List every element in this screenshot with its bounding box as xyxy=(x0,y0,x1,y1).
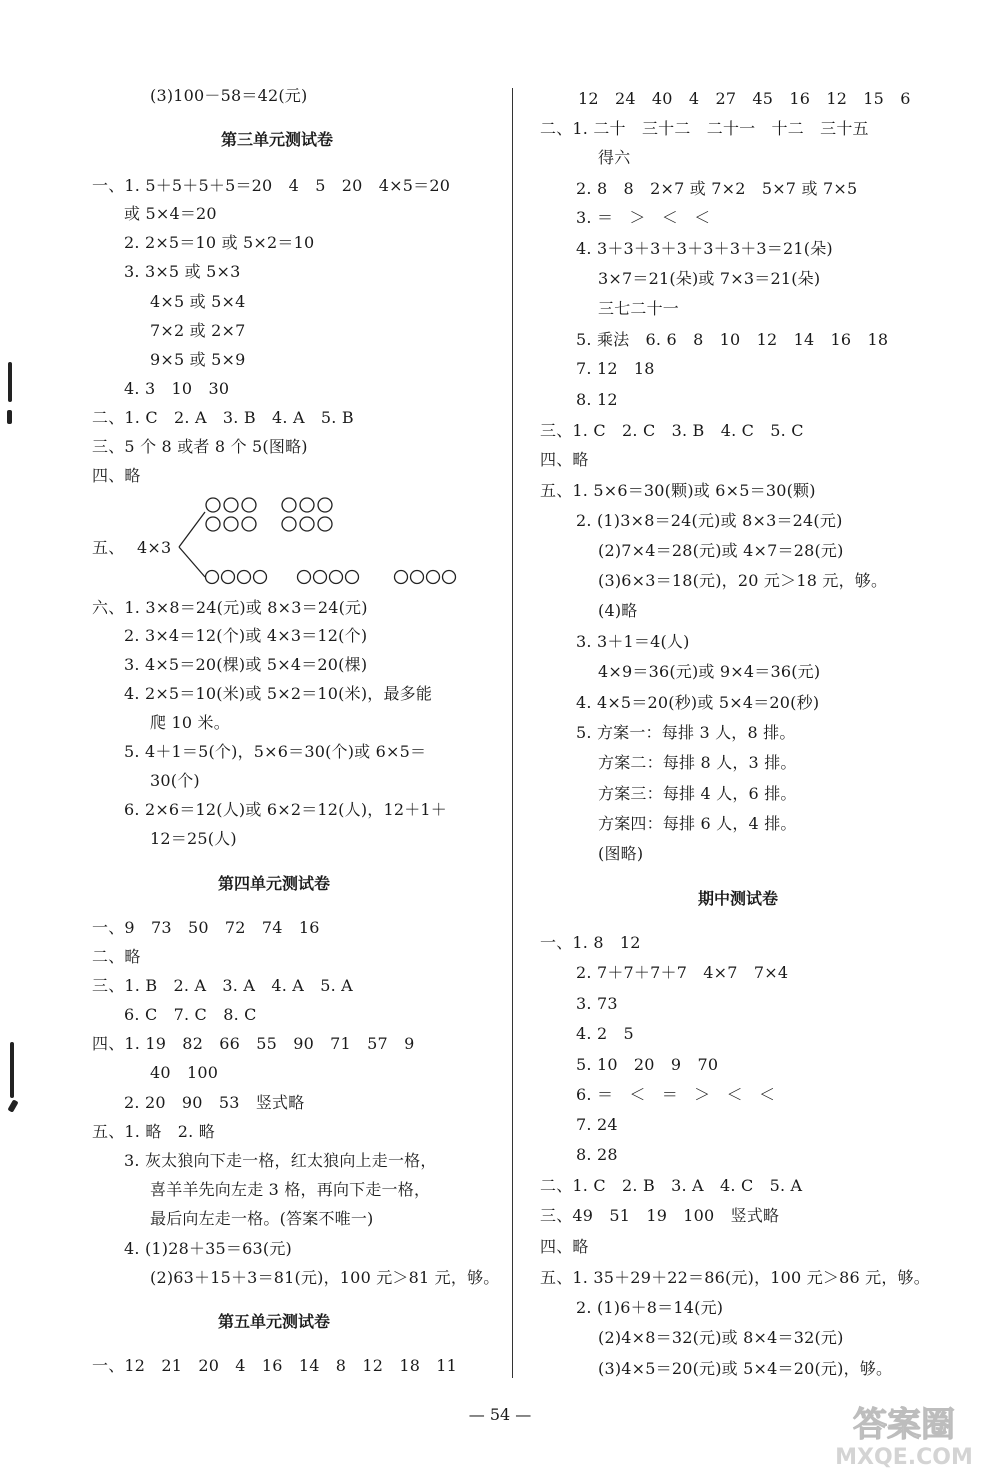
answer-line: 4. 3 10 30 xyxy=(124,379,230,398)
grouping-diagram xyxy=(175,492,475,592)
scan-smudge xyxy=(7,410,12,424)
answer-line: 4. 2 5 xyxy=(576,1024,634,1043)
answer-line: 得六 xyxy=(598,148,631,167)
answer-line: 2. (1)6＋8＝14(元) xyxy=(576,1298,724,1317)
answer-line: 4×9＝36(元)或 9×4＝36(元) xyxy=(598,662,821,681)
answer-line: 三、1. C 2. C 3. B 4. C 5. C xyxy=(540,421,804,440)
answer-line: 12＝25(人) xyxy=(150,829,237,848)
answer-line: 4. 3＋3＋3＋3＋3＋3＋3＝21(朵) xyxy=(576,239,833,258)
answer-line: 5. 10 20 9 70 xyxy=(576,1055,719,1074)
column-divider xyxy=(512,88,513,1378)
circle-group xyxy=(206,498,256,531)
answer-line: (图略) xyxy=(598,844,644,863)
answer-line: 五、1. 略 2. 略 xyxy=(92,1122,215,1141)
answer-line: 最后向左走一格。(答案不唯一) xyxy=(150,1209,374,1228)
answer-line: 30(个) xyxy=(150,771,200,790)
answer-line: 二、1. C 2. A 3. B 4. A 5. B xyxy=(92,408,354,427)
answer-line: 4. 4×5＝20(秒)或 5×4＝20(秒) xyxy=(576,693,820,712)
answer-line: 12 24 40 4 27 45 16 12 15 6 xyxy=(578,89,911,108)
answer-line: 3×7＝21(朵)或 7×3＝21(朵) xyxy=(598,269,821,288)
answer-line: 4. (1)28＋35＝63(元) xyxy=(124,1239,292,1258)
answer-line: (3)100－58＝42(元) xyxy=(150,86,308,105)
answer-line: 四、略 xyxy=(92,466,141,485)
circle-group xyxy=(206,571,267,584)
answer-line: 2. 7＋7＋7＋7 4×7 7×4 xyxy=(576,963,789,982)
answer-line: 3. 4×5＝20(棵)或 5×4＝20(棵) xyxy=(124,655,368,674)
answer-line: 7×2 或 2×7 xyxy=(150,321,246,340)
answer-line: (3)4×5＝20(元)或 5×4＝20(元)，够。 xyxy=(598,1359,893,1378)
answer-line: (2)7×4＝28(元)或 4×7＝28(元) xyxy=(598,541,844,560)
section-heading-midterm: 期中测试卷 xyxy=(698,889,779,908)
answer-line: 3. ＝ ＞ ＜ ＜ xyxy=(576,208,711,227)
answer-line: 一、1. 5＋5＋5＋5＝20 4 5 20 4×5＝20 xyxy=(92,176,451,195)
branch-line xyxy=(179,512,205,547)
circle-group xyxy=(395,571,456,584)
answer-line: (2)63＋15＋3＝81(元)，100 元＞81 元，够。 xyxy=(150,1268,500,1287)
answer-line: 方案三：每排 4 人，6 排。 xyxy=(598,784,797,803)
answer-line: 5. 4＋1＝5(个)，5×6＝30(个)或 6×5＝ xyxy=(124,742,427,761)
answer-line: 五、 xyxy=(92,538,125,557)
page-number: — 54 — xyxy=(468,1405,532,1424)
answer-line: 4×5 或 5×4 xyxy=(150,292,246,311)
answer-line: 三、5 个 8 或者 8 个 5(图略) xyxy=(92,437,308,456)
answer-line: 喜羊羊先向左走 3 格，再向下走一格， xyxy=(150,1180,431,1199)
answer-line: 方案二：每排 8 人，3 排。 xyxy=(598,753,797,772)
svg-text:答案圈: 答案圈 xyxy=(853,1405,955,1445)
answer-line: 2. 3×4＝12(个)或 4×3＝12(个) xyxy=(124,626,368,645)
section-heading-unit3: 第三单元测试卷 xyxy=(221,130,334,149)
answer-line: 二、1. 二十 三十二 二十一 十二 三十五 xyxy=(540,119,869,138)
answer-line: 40 100 xyxy=(150,1063,219,1082)
answer-line: 8. 28 xyxy=(576,1145,618,1164)
answer-line: 三、49 51 19 100 竖式略 xyxy=(540,1206,780,1225)
answer-line: 2. 20 90 53 竖式略 xyxy=(124,1093,305,1112)
answer-line: (2)4×8＝32(元)或 8×4＝32(元) xyxy=(598,1328,844,1347)
scan-smudge xyxy=(7,1099,18,1112)
answer-line: 7. 12 18 xyxy=(576,359,655,378)
answer-line: 三、1. B 2. A 3. A 4. A 5. A xyxy=(92,976,353,995)
answer-line: 三七二十一 xyxy=(598,299,680,318)
answer-line: 3. 3＋1＝4(人) xyxy=(576,632,690,651)
answer-line: 二、1. C 2. B 3. A 4. C 5. A xyxy=(540,1176,803,1195)
section-heading-unit5: 第五单元测试卷 xyxy=(218,1312,331,1331)
answer-line: 六、1. 3×8＝24(元)或 8×3＝24(元) xyxy=(92,598,368,617)
answer-line: (3)6×3＝18(元)，20 元＞18 元，够。 xyxy=(598,571,888,590)
answer-line: 6. ＝ ＜ ＝ ＞ ＜ ＜ xyxy=(576,1085,776,1104)
answer-line: 3. 灰太狼向下走一格，红太狼向上走一格， xyxy=(124,1151,437,1170)
answer-line: 或 5×4＝20 xyxy=(124,204,217,223)
section-heading-unit4: 第四单元测试卷 xyxy=(218,874,331,893)
answer-line: 一、12 21 20 4 16 14 8 12 18 11 xyxy=(92,1356,458,1375)
answer-line: 方案四：每排 6 人，4 排。 xyxy=(598,814,797,833)
scan-smudge xyxy=(8,362,12,402)
svg-text:MXQE.COM: MXQE.COM xyxy=(835,1445,973,1470)
answer-line: 3. 73 xyxy=(576,994,618,1013)
answer-line: 四、1. 19 82 66 55 90 71 57 9 xyxy=(92,1034,415,1053)
answer-line: 2. 2×5＝10 或 5×2＝10 xyxy=(124,233,315,252)
answer-line: 五、1. 35＋29＋22＝86(元)，100 元＞86 元，够。 xyxy=(540,1268,930,1287)
expression-label: 4×3 xyxy=(137,538,172,557)
answer-line: 8. 12 xyxy=(576,390,618,409)
answer-line: (4)略 xyxy=(598,601,638,620)
answer-line: 五、1. 5×6＝30(颗)或 6×5＝30(颗) xyxy=(540,481,816,500)
answer-line: 爬 10 米。 xyxy=(150,713,230,732)
answer-line: 9×5 或 5×9 xyxy=(150,350,246,369)
answer-line: 5. 方案一：每排 3 人，8 排。 xyxy=(576,723,796,742)
answer-line: 二、略 xyxy=(92,947,141,966)
answer-line: 一、1. 8 12 xyxy=(540,933,641,952)
answer-line: 四、略 xyxy=(540,1237,589,1256)
circle-group xyxy=(298,571,359,584)
scan-smudge xyxy=(10,1042,14,1098)
answer-line: 四、略 xyxy=(540,450,589,469)
answer-line: 3. 3×5 或 5×3 xyxy=(124,262,241,281)
answer-line: 一、9 73 50 72 74 16 xyxy=(92,918,320,937)
answer-line: 5. 乘法 6. 6 8 10 12 14 16 18 xyxy=(576,330,889,349)
circle-group xyxy=(282,498,332,531)
watermark-logo xyxy=(812,1400,997,1470)
answer-line: 2. 8 8 2×7 或 7×2 5×7 或 7×5 xyxy=(576,179,858,198)
answer-line: 6. C 7. C 8. C xyxy=(124,1005,257,1024)
branch-line xyxy=(179,547,205,577)
answer-line: 7. 24 xyxy=(576,1115,618,1134)
answer-line: 4. 2×5＝10(米)或 5×2＝10(米)，最多能 xyxy=(124,684,433,703)
answer-line: 6. 2×6＝12(人)或 6×2＝12(人)，12＋1＋ xyxy=(124,800,447,819)
answer-line: 2. (1)3×8＝24(元)或 8×3＝24(元) xyxy=(576,511,843,530)
